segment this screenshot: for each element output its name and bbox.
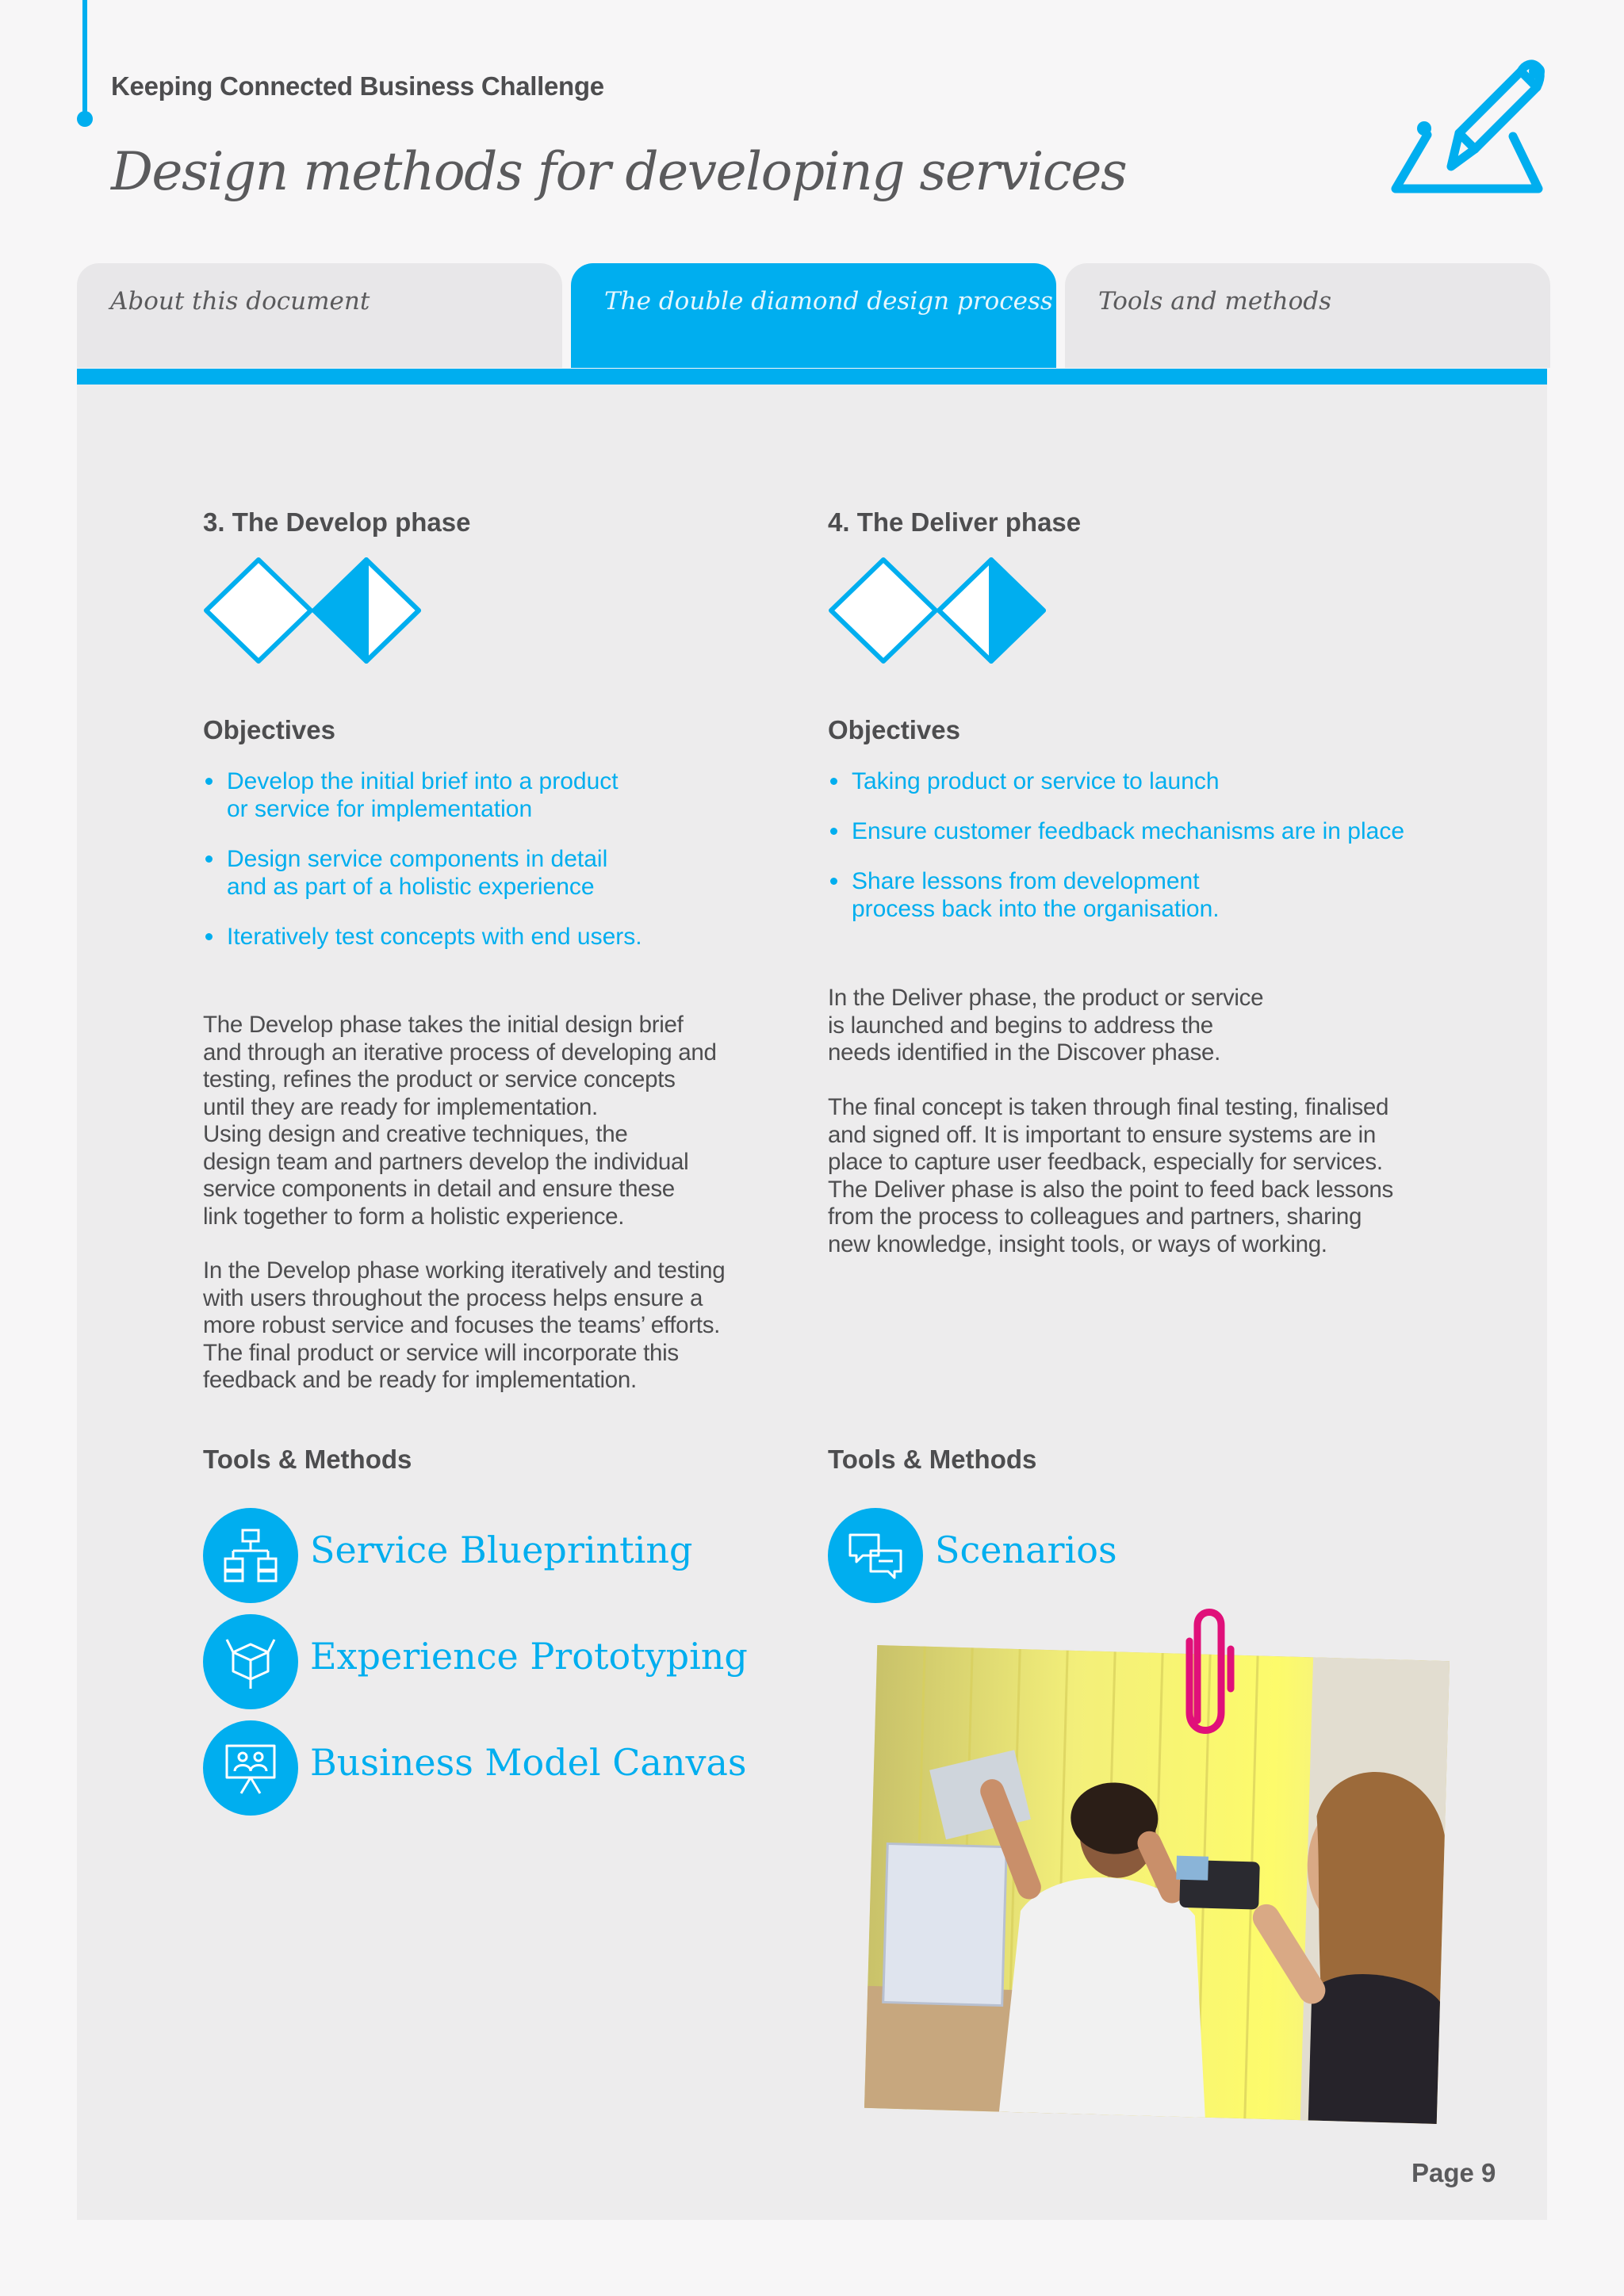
paperclip-icon — [1174, 1601, 1245, 1744]
phase-title: 3. The Develop phase — [203, 507, 471, 537]
page-heading: Design methods for developing services — [111, 141, 1127, 202]
tab-label: Tools and methods — [1098, 287, 1332, 316]
tool-scenarios[interactable] — [828, 1508, 1415, 1603]
page-number: Page 9 — [1411, 2158, 1496, 2187]
workshop-photo — [864, 1645, 1450, 2124]
objectives-title: Objectives — [203, 715, 335, 744]
body-paragraph: In the Develop phase working iteratively and testing with users throughout the process helps ensure a more robust service and focuses the teams’ efforts. The final product or service will incorporate this feedback and be ready for implementation. — [203, 1257, 726, 1393]
tool-label: Business Model Canvas — [310, 1741, 747, 1784]
tools-methods-title: Tools & Methods — [203, 1445, 412, 1474]
tab-label: The double diamond design process — [604, 287, 1053, 316]
blueprint-icon — [203, 1508, 298, 1603]
list-item: Taking product or service to launch — [828, 767, 1431, 795]
body-paragraph: In the Deliver phase, the product or service is launched and begins to address the needs identified in the Discover phase. — [828, 985, 1264, 1066]
tool-label: Experience Prototyping — [310, 1635, 748, 1678]
tool-label: Service Blueprinting — [310, 1529, 693, 1571]
prototype-cube-icon — [203, 1614, 298, 1709]
list-item: Design service components in detail and as part of a holistic experience — [203, 845, 806, 901]
tab-double-diamond[interactable] — [571, 263, 1056, 368]
objectives-title: Objectives — [828, 715, 960, 744]
document-title: Keeping Connected Business Challenge — [111, 71, 604, 101]
list-item: Share lessons from development process back into the organisation. — [828, 867, 1431, 923]
list-item: Ensure customer feedback mechanisms are in place — [828, 817, 1431, 845]
tab-label: About this document — [110, 287, 370, 316]
body-paragraph: The final concept is taken through final testing, finalised and signed off. It is important to ensure systems are in place to capture user feedback, especially for services. The Deliver phase is also the point to feed back lessons from the process to colleagues and partners, sharing new knowledge, insight tools, or ways of working. — [828, 1094, 1393, 1257]
canvas-presentation-icon — [203, 1720, 298, 1816]
header-accent-rule — [82, 0, 87, 119]
body-paragraph: The Develop phase takes the initial design brief and through an iterative process of developing and testing, refines the product or service concepts until they are ready for implementation. Using design and creative techniques, the design team and partners develop the individual service components in detail and ensure these link together to form a holistic experience. — [203, 1012, 717, 1230]
tool-experience-prototyping[interactable] — [203, 1614, 790, 1709]
tab-bar-underline — [77, 369, 1547, 385]
double-diamond-deliver-icon — [828, 555, 1050, 666]
tool-business-model-canvas[interactable] — [203, 1720, 790, 1816]
objectives-list — [828, 767, 1431, 945]
tab-tools-and-methods[interactable] — [1065, 263, 1550, 368]
objectives-list — [203, 767, 806, 973]
pen-drawing-icon — [1380, 48, 1551, 198]
double-diamond-develop-icon — [203, 555, 425, 666]
tools-methods-title: Tools & Methods — [828, 1445, 1037, 1474]
speech-bubbles-icon — [828, 1508, 923, 1603]
header-accent-dot — [77, 111, 93, 127]
tool-label: Scenarios — [935, 1529, 1117, 1571]
tab-about-this-document[interactable] — [77, 263, 562, 368]
list-item: Develop the initial brief into a product or service for implementation — [203, 767, 806, 823]
list-item: Iteratively test concepts with end users. — [203, 923, 806, 951]
tool-service-blueprinting[interactable] — [203, 1508, 790, 1603]
phase-title: 4. The Deliver phase — [828, 507, 1082, 537]
